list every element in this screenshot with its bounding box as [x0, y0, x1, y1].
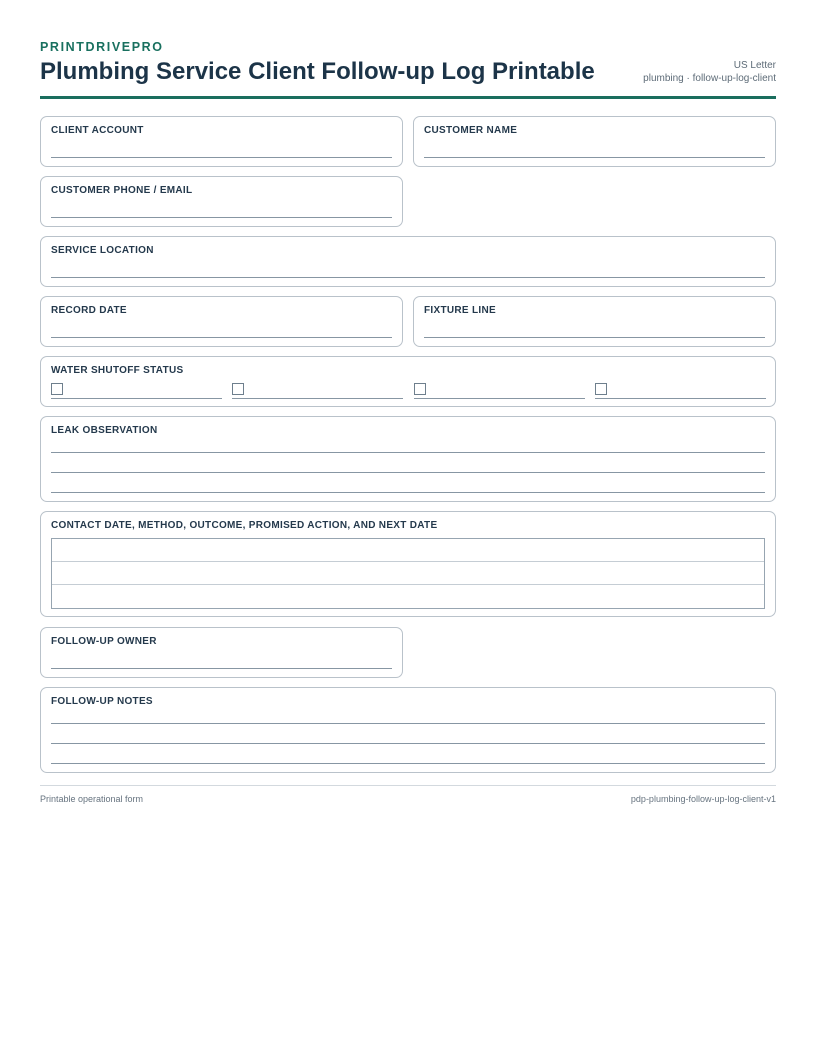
form-identifier: pdp-plumbing-follow-up-log-client-v1: [630, 794, 776, 804]
follow-up-owner-input-line[interactable]: [51, 668, 392, 669]
footer-divider: [40, 785, 776, 786]
client-account-field[interactable]: [40, 116, 403, 167]
water-shutoff-status-label: WATER SHUTOFF STATUS: [51, 365, 184, 376]
client-account-input-line[interactable]: [51, 157, 392, 158]
checkbox-2[interactable]: [232, 383, 244, 395]
fixture-line-input-line[interactable]: [424, 337, 765, 338]
leak-observation-field[interactable]: [40, 416, 776, 502]
follow-up-notes-line-3[interactable]: [51, 763, 765, 764]
contact-log-label: CONTACT DATE, METHOD, OUTCOME, PROMISED ACTION, AND NEXT DATE: [51, 520, 438, 531]
leak-observation-label: LEAK OBSERVATION: [51, 425, 158, 436]
document-meta: [643, 59, 776, 85]
header-divider: [40, 96, 776, 99]
leak-observation-line-3[interactable]: [51, 492, 765, 493]
fixture-line-field[interactable]: [413, 296, 776, 347]
page-title: Plumbing Service Client Follow-up Log Printable: [40, 58, 595, 85]
leak-observation-line-2[interactable]: [51, 472, 765, 473]
service-location-input-line[interactable]: [51, 277, 765, 278]
follow-up-notes-field[interactable]: [40, 687, 776, 773]
shutoff-option-3[interactable]: [414, 383, 585, 399]
follow-up-notes-label: FOLLOW-UP NOTES: [51, 696, 153, 707]
shutoff-option-2[interactable]: [232, 383, 403, 399]
customer-contact-label: CUSTOMER PHONE / EMAIL: [51, 185, 193, 196]
contact-log-table: [51, 538, 765, 609]
fixture-line-label: FIXTURE LINE: [424, 305, 496, 316]
record-date-label: RECORD DATE: [51, 305, 127, 316]
option-line-2: [232, 398, 403, 399]
leak-observation-line-1[interactable]: [51, 452, 765, 453]
table-row[interactable]: [52, 539, 764, 562]
follow-up-owner-field[interactable]: [40, 627, 403, 678]
client-account-label: CLIENT ACCOUNT: [51, 125, 144, 136]
follow-up-notes-line-2[interactable]: [51, 743, 765, 744]
customer-contact-field[interactable]: [40, 176, 403, 227]
customer-name-label: CUSTOMER NAME: [424, 125, 518, 136]
table-row[interactable]: [52, 585, 764, 608]
shutoff-option-4[interactable]: [595, 383, 766, 399]
checkbox-3[interactable]: [414, 383, 426, 395]
footer-caption: Printable operational form: [40, 794, 144, 804]
follow-up-notes-line-1[interactable]: [51, 723, 765, 724]
contact-log-field: [40, 511, 776, 617]
record-date-field[interactable]: [40, 296, 403, 347]
customer-contact-input-line[interactable]: [51, 217, 392, 218]
customer-name-field[interactable]: [413, 116, 776, 167]
service-location-label: SERVICE LOCATION: [51, 245, 154, 256]
follow-up-owner-label: FOLLOW-UP OWNER: [51, 636, 157, 647]
brand-name: PRINTDRIVEPRO: [40, 40, 164, 54]
option-line-4: [595, 398, 766, 399]
document-slug: plumbing · follow-up-log-client: [643, 73, 776, 84]
checkbox-4[interactable]: [595, 383, 607, 395]
paper-size: US Letter: [733, 60, 776, 71]
checkbox-1[interactable]: [51, 383, 63, 395]
record-date-input-line[interactable]: [51, 337, 392, 338]
option-line-3: [414, 398, 585, 399]
customer-name-input-line[interactable]: [424, 157, 765, 158]
service-location-field[interactable]: [40, 236, 776, 287]
water-shutoff-status-field: [40, 356, 776, 407]
table-row[interactable]: [52, 562, 764, 585]
shutoff-option-1[interactable]: [51, 383, 222, 399]
option-line-1: [51, 398, 222, 399]
